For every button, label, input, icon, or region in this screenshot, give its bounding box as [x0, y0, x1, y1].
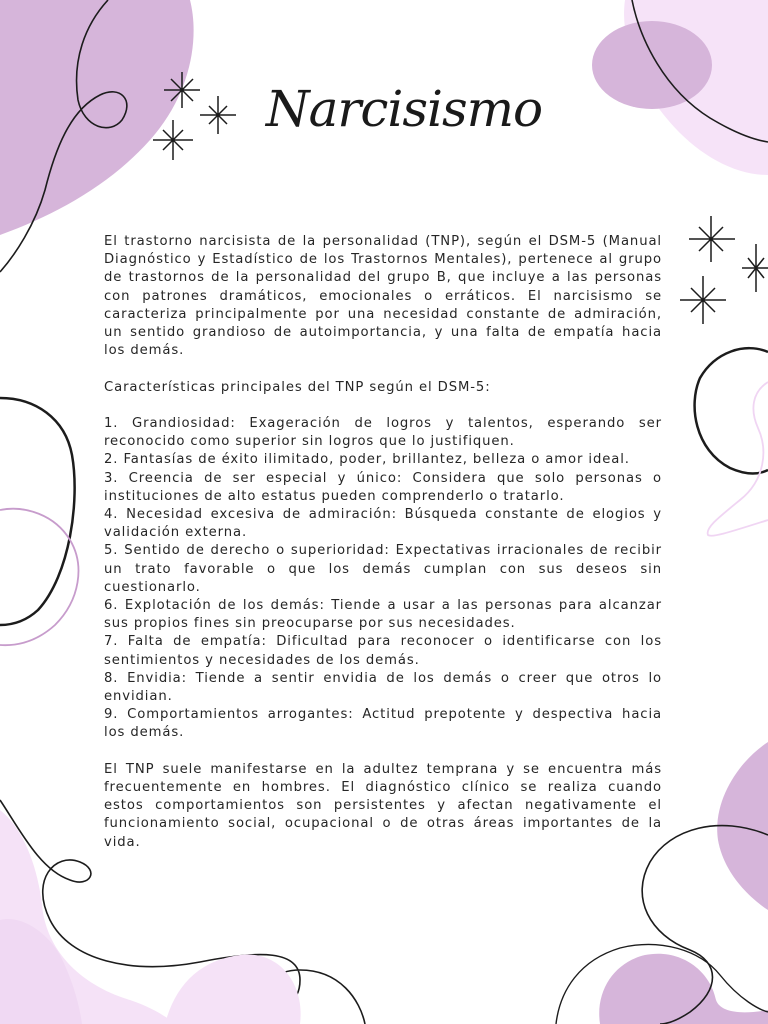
sparkle-icons-right	[680, 216, 768, 324]
list-item: 4. Necesidad excesiva de admiración: Búsqueda constante de elogios y validación externa.	[104, 507, 662, 541]
closing-paragraph: El TNP suele manifestarse en la adultez temprana y se encuentra más frecuentemente en hombres. El diagnóstico clínico se realiza cuando estos comportamientos son persistentes y afectan negativamente el funcionamiento social, ocupacional o de otras áreas importantes de la vida.	[104, 761, 662, 850]
list-item: 1. Grandiosidad: Exageración de logros y talentos, esperando ser reconocido como superior sin logros que lo justifiquen.	[104, 416, 662, 450]
page-title: Narcisismo	[265, 80, 543, 138]
loop-left	[0, 398, 75, 625]
list-item: 6. Explotación de los demás: Tiende a usar a las personas para alcanzar sus propios fines sin preocuparse por sus necesidades.	[104, 598, 662, 632]
body-text	[104, 233, 662, 852]
list-item: 7. Falta de empatía: Dificultad para reconocer o identificarse con los sentimientos y necesidades de los demás.	[104, 634, 662, 668]
list-item: 3. Creencia de ser especial y único: Considera que solo personas o instituciones de alto estatus pueden comprenderlo o tratarlo.	[104, 470, 662, 504]
list-item: 2. Fantasías de éxito ilimitado, poder, brillantez, belleza o amor ideal.	[104, 452, 630, 468]
features-list	[104, 415, 662, 743]
intro-paragraph: El trastorno narcisista de la personalidad (TNP), según el DSM-5 (Manual Diagnóstico y Estadístico de los Trastornos Mentales), pertenece al grupo de trastornos de la personalidad del grupo B, que incluye a las personas con patrones dramáticos, emocionales o erráticos. El narcisismo se caracteriza principalmente por una necesidad constante de admiración, un sentido grandioso de autoimportancia, y una falta de empatía hacia los demás.	[104, 234, 662, 359]
list-item: 8. Envidia: Tiende a sentir envidia de los demás o creer que otros lo envidian.	[104, 670, 662, 705]
features-heading: Características principales del TNP según el DSM-5:	[104, 379, 491, 395]
list-item: 9. Comportamientos arrogantes: Actitud prepotente y despectiva hacia los demás.	[104, 707, 662, 741]
loop-right	[695, 348, 768, 473]
list-item: 5. Sentido de derecho o superioridad: Expectativas irracionales de recibir un trato favorable o que los demás cumplan con sus deseos sin cuestionarlo.	[104, 543, 662, 595]
